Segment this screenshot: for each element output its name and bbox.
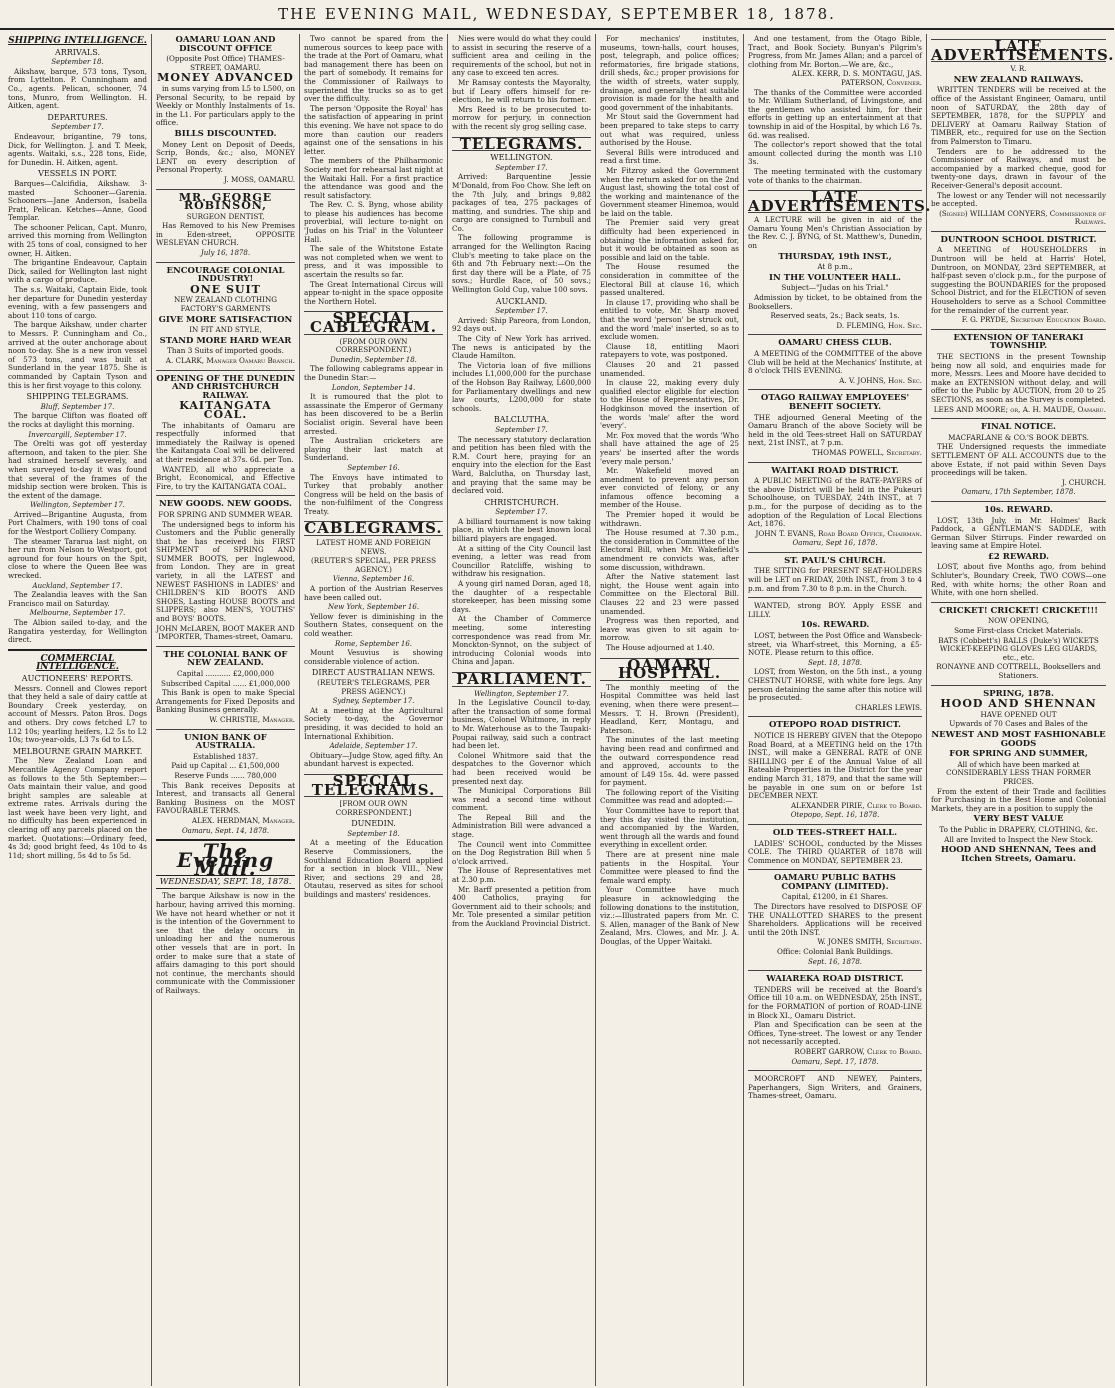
colonial-bank-title: THE COLONIAL BANK OF NEW ZEALAND. <box>163 649 288 669</box>
hospital-text: The collector's report showed that the total amount collected during the month was L10 3s. <box>748 140 922 167</box>
union-signature: ALEX. HERDMAN, Manager. <box>191 815 295 825</box>
balclutha-heading: BALCLUTHA. <box>493 415 550 425</box>
new-goods-text: The undersigned begs to inform his Customers and the Public generally that he has received his FIRST SHIPMENT of SPRING AND SUMMER BOOTS, per Inglewood, from London. They are in great variety, in all the LATEST and NEWEST FASHIONS in LADIES' and CHILDREN'S KID BOOTS AND SHOES, Lasting HOUSE BOOTS and SLIPPERS; also MEN'S, YOUTHS' and BOYS' BOOTS. <box>156 519 295 624</box>
paper-dateline: WEDNESDAY, SEPT. 18, 1878. <box>156 875 295 890</box>
lecture-signature: D. FLEMING, Hon. Sec. <box>836 320 922 330</box>
dateline: September 17. <box>495 163 548 172</box>
lecture-text: A LECTURE will be given in aid of the Oamaru Young Men's Christian Association by the Rev. C. J. BYNG, of St. Matthew's, Dunedin, on <box>748 215 922 251</box>
divider <box>931 685 1106 686</box>
final-notice-signature: J. CHURCH. <box>1061 477 1106 487</box>
parliament-text: The Municipal Corporations Bill was read a second time without comment. <box>452 786 591 813</box>
auctioneers-text: Messrs. Connell and Clowes report that they held a sale of dairy cattle at Boundary Creek yesterday, on account of Messrs. Paton Bros. Dogs and others. Dry cows fetched L7 to L12 10s; yearling heifers, L2 5s to L2 10s; two-year-olds, L3 7s 6d to L5. <box>8 683 147 745</box>
dateline: September 16. <box>347 463 400 472</box>
dateline: Rome, September 16. <box>334 639 413 648</box>
lecture-day: THURSDAY, 19th INST., <box>778 251 892 262</box>
suit-line: ONE SUIT <box>190 282 261 296</box>
divider <box>156 646 295 647</box>
parliament-text: In clause 22, making every duly qualified elector eligible for election to the House of Representatives, Dr. Hodgkinson moved the insertion of the words 'male' after the word 'every'. <box>600 378 739 431</box>
baths-title: OAMARU PUBLIC BATHS COMPANY (LIMITED). <box>774 873 896 892</box>
school-text: LADIES' SCHOOL, conducted by the Misses COLE. The THIRD QUARTER of 1878 will Commence on MONDAY, SEPTEMBER 23. <box>748 838 922 865</box>
nz-railways-text: WRITTEN TENDERS will be received at the office of the Assistant Engineer, Oamaru, until noon of SATURDAY, the 28th day of SEPTEMBER, 1878, for the SUPPLY and DELIVERY at Oamaru Railway Station of TIMBER, etc., required for use on the Section from Palmerston to Timaru. <box>931 85 1106 146</box>
chess-text: A MEETING of the COMMITTEE of the above Club will be held at the Mechanics' Institute, at 8 o'clock THIS EVENING. <box>748 349 922 376</box>
union-text: This Bank receives Deposits at Interest, and transacts all General Banking Business on the MOST FAVOURABLE TERMS. <box>156 780 295 816</box>
encourage-heading: ENCOURAGE COLONIAL INDUSTRY! <box>166 265 285 285</box>
lecture-hall: IN THE VOLUNTEER HALL. <box>769 272 901 283</box>
parliament-text: Several Bills were introduced and read a first time. <box>600 147 739 166</box>
waitaki-title: WAITAKI ROAD DISTRICT. <box>771 465 899 476</box>
hospital-text: The following report of the Visiting Committee was read and adopted:— <box>600 787 739 806</box>
telegram-text: The Zealandia leaves with the San Francisco mail on Saturday. <box>8 590 147 608</box>
shipping-paragraph: The s.s. Waitaki, Captain Eide, took her departure for Dunedin yesterday evening, with a few passengers and about 110 tons of cargo. <box>8 285 147 320</box>
dateline: Auckland, September 17. <box>32 581 123 590</box>
suit-line: NEW ZEALAND CLOTHING FACTORY'S GARMENTS <box>173 295 278 314</box>
hospital-text: The meeting terminated with the customary vote of thanks to the chairman. <box>748 166 922 185</box>
parliament-text: The Council went into Committee on the Dog Registration Bill when 5 o'clock arrived. <box>452 839 591 866</box>
lost-signature: CHARLES LEWIS. <box>855 702 922 712</box>
parliament-text: Clause 18, entitling Maori ratepayers to vote, was postponed. <box>600 341 739 360</box>
divider <box>748 716 922 717</box>
telegram-text: The following programme is arranged for the Wellington Racing Club's meeting to take place on the 6th and 7th February next:—On the first day there will be a Plate, of 75 sovs.; Hurdle Race, of 50 sovs.; Wellington Gold Cup, value 100 sovs. <box>452 233 591 295</box>
nz-railways-title: NEW ZEALAND RAILWAYS. <box>953 74 1084 85</box>
cablegrams-heading: CABLEGRAMS. <box>304 519 443 538</box>
hood-line: To the Public in DRAPERY, CLOTHING, &c. <box>939 824 1098 834</box>
wanted-text: WANTED, strong BOY. Apply ESSE and LILLY. <box>748 601 922 619</box>
divider <box>748 869 922 870</box>
parliament-text: Mr. Barff presented a petition from 400 Catholics, praying for Government aid to their schools; and Mr. Tole presented a similar petition from the Auckland Provincial District. <box>452 884 591 928</box>
new-goods-heading: NEW GOODS. NEW GOODS. <box>159 499 292 510</box>
cable-text: Mount Vesuvius is showing considerable violence of action. <box>304 648 443 666</box>
coal-wanted: WANTED, all who appreciate a Bright, Economical, and Effective Fire, to try the KAITANGATA COAL. <box>156 464 295 491</box>
loan-text: in sums varying from L5 to L500, on Personal Security, to be repaid by Weekly or Monthly Instalments of 1s. in the L1. For particulars apply to the office. <box>156 83 295 128</box>
news-paragraph: The members of the Philharmonic Society met for rehearsal last night at the Waitaki Hall. For a first practice the attendance was good and the result satisfactory. <box>304 156 443 200</box>
divider <box>931 501 1106 502</box>
final-notice-sub: MACFARLANE & CO.'S BOOK DEBTS. <box>948 432 1089 442</box>
lost-date: Sept. 18, 1878. <box>807 658 863 667</box>
bills-text: Money Lent on Deposit of Deeds, Scrip, Bonds, &c.; also, MONEY LENT on every description of Personal Property. <box>156 139 295 175</box>
telegram-text: The steamer Tararua last night, on her run from Nelson to Westport, got aground for four hours on the Spit, close to where the Queen Bee was wrecked. <box>8 536 147 581</box>
lecture-price: Reserved seats, 2s.; Back seats, 1s. <box>770 311 900 321</box>
parliament-text: Progress was then reported, and leave was given to sit again to-morrow. <box>600 616 739 643</box>
railway-opening-title: OPENING OF THE DUNEDIN AND CHRISTCHURCH RAILWAY. <box>156 373 295 401</box>
parliament-text: The Premier hoped it would be withdrawn. <box>600 510 739 528</box>
suit-line: STAND MORE HARD WEAR <box>159 335 292 346</box>
telegram-text: The necessary statutory declaration and petition has been filed with the R.M. Court here, praying for an enquiry into the election for the East Ward, Balclutha, on Thursday last, and praying that the same may be declared void. <box>452 434 591 496</box>
news-paragraph: The Rev. C. S. Byng, whose ability to please his audiences has become proverbial, will lecture to-night on 'Judas on his Trial' in the Volunteer Hall. <box>304 200 443 244</box>
dateline: Sydney, September 17. <box>332 697 415 706</box>
special-cablegram-heading: SPECIAL CABLEGRAM. <box>304 311 443 334</box>
dateline: Invercargill, September 17. <box>28 430 127 439</box>
bills-discounted: BILLS DISCOUNTED. <box>174 128 277 139</box>
parliament-text: Colonel Whitmore said that the despatches to the Governor which had been received would be presented next day. <box>452 750 591 786</box>
dateline: Wellington, September 17. <box>30 501 125 510</box>
telegram-text: The Albion sailed to-day, and the Rangatira yesterday, for Wellington direct. <box>8 618 147 645</box>
waiareka-date: Oamaru, Sept. 17, 1878. <box>791 1057 879 1066</box>
divider <box>748 462 922 463</box>
direct-text: At a meeting at the Agricultural Society to-day, the Governor presiding, it was decided to hold an International Exhibition. <box>304 705 443 741</box>
divider <box>748 334 922 335</box>
parliament-text: The Premier said very great difficulty had been experienced in obtaining the information asked for, but it would be obtained as soon as possible and laid on the table. <box>600 218 739 262</box>
baths-capital: Capital, £1200, in £1 Shares. <box>781 892 889 902</box>
hospital-text: The thanks of the Committee were accorded to Mr. William Sutherland, of Livingstone, and the gentlemen who assisted him, for their efforts in getting up an entertainment at that township in aid of the Hospital, by which L6 7s. 6d. was realised. <box>748 87 922 140</box>
telegram-text: At a sitting of the City Council last evening, a letter was read from Councillor Ratcliffe, wishing to withdraw his resignation. <box>452 543 591 579</box>
news-paragraph: The Great International Circus will appear to-night in the space opposite the Northern Hotel. <box>304 279 443 306</box>
divider <box>748 389 922 390</box>
lost-text: LOST, between the Post Office and Wansbeck-street, via Wharf-street, this Morning, a £5-NOTE. Please return to this office. <box>748 631 922 658</box>
cable-from: (FROM OUR OWN CORRESPONDENT.) <box>335 336 412 355</box>
dateline: September 17. <box>495 307 548 316</box>
vessels-heading: VESSELS IN PORT. <box>38 169 117 179</box>
telegram-text: Arrived: Ship Pareora, from London, 92 days out. <box>452 315 591 334</box>
hood-text: From the extent of their Trade and facilities for Purchasing in the Best Home and Colonial Markets, they are in a position to supply the <box>931 786 1106 813</box>
final-notice-text: THE Undersigned requests the immediate SETTLEMENT OF ALL ACCOUNTS due to the above Estate, if not paid within Seven Days proceedings will be taken. <box>931 442 1106 478</box>
divider <box>931 231 1106 232</box>
news-paragraph: Mr Ramsay contests the Mayoralty, but if Leary offers himself for re-election, he will return to his former. <box>452 77 591 105</box>
divider <box>931 418 1106 419</box>
shipping-paragraph: The schooner Pelican, Capt. Munro, arrived this morning from Wellington with 25 tons of coal, consigned to her owner, H. Aitken. <box>8 222 147 258</box>
auctioneers-heading: AUCTIONEERS' REPORTS. <box>21 673 134 683</box>
taneraki-title: EXTENSION OF TANERAKI TOWNSHIP. <box>953 332 1084 352</box>
christchurch-heading: CHRISTCHURCH. <box>484 497 559 507</box>
otepopo-title: OTEPOPO ROAD DISTRICT. <box>769 720 901 731</box>
baths-signature: W. JONES SMITH, Secretary. <box>817 937 922 947</box>
chess-title: OAMARU CHESS CLUB. <box>778 338 892 349</box>
column-6 <box>744 34 932 1386</box>
cables-sub: LATEST HOME AND FOREIGN NEWS. <box>316 538 431 556</box>
cricket-line: NOW OPENING, <box>987 616 1050 626</box>
divider <box>748 1070 922 1071</box>
hood-line: All are Invited to Inspect the New Stock. <box>944 834 1093 844</box>
paper-title: The Evening Mail. <box>176 839 275 881</box>
dateline: September 17. <box>495 508 548 517</box>
arrivals-heading: ARRIVALS. <box>54 47 101 57</box>
waiareka-text: TENDERS will be received at the Board's Office till 10 a.m. on WEDNESDAY, 25th INST., for the FORMATION of portion of ROAD-LINE in Block XI., Oamaru District. <box>748 984 922 1020</box>
telegram-text: A billiard tournament is now taking place, in which the best known local billiard players are engaged. <box>452 516 591 544</box>
dateline: Vienna, September 16. <box>332 575 415 584</box>
departures-date: September 17. <box>51 123 104 132</box>
vr-mark: V. R. <box>1010 64 1027 74</box>
dentist-role: SURGEON DENTIST, <box>186 211 265 221</box>
column-4 <box>448 34 596 1386</box>
hood-title: HOOD AND SHENNAN <box>940 697 1097 711</box>
hood-line: Upwards of 70 Cases and Bales of the <box>949 719 1088 729</box>
nz-railways-text: The lowest or any Tender will not necessarily be accepted. <box>931 190 1106 209</box>
reward-heading: 10s. REWARD. <box>984 504 1053 515</box>
lecture-text: Admission by ticket, to be obtained from the Booksellers. <box>748 293 922 311</box>
telegram-text: The Orelti was got off yesterday afternoon, and taken to the pier. She had strained herself severely, and when surveyed to-day it was found that several of the frames of the midship section were broken. This is the extent of the damage. <box>8 439 147 500</box>
hospital-text: Your Committee have to report that they this day visited the institution, and accompanied by the Warden, went through all the wards and found everything in excellent order. <box>600 806 739 850</box>
reward-heading: 10s. REWARD. <box>800 620 870 631</box>
dateline: Bluff, September 17. <box>40 402 115 411</box>
wellington-heading: WELLINGTON. <box>490 153 553 163</box>
chess-signature: A. V. JOHNS, Hon. Sec. <box>839 375 922 385</box>
spring-wear: FOR SPRING AND SUMMER WEAR. <box>158 509 293 519</box>
bank-text: This Bank is open to make Special Arrangements for Fixed Deposits and Banking Business generally. <box>156 688 295 715</box>
loan-signature: J. MOSS, OAMARU. <box>224 174 295 184</box>
hood-line: FOR SPRING AND SUMMER, <box>949 749 1088 760</box>
otepopo-date: Otepopo, Sept. 16, 1878. <box>790 811 880 820</box>
parliament-text: After the Native statement last night, the House went again into Committee on the Electoral Bill. Clauses 22 and 23 were passed unamended. <box>600 572 739 616</box>
church-text: THE SITTING for PRESENT SEAT-HOLDERS will be LET on FRIDAY, 20th INST., from 3 to 4 p.m. and from 7.30 to 8 p.m. in the Church. <box>748 566 922 593</box>
parliament-text: The House of Representatives met at 2.30 p.m. <box>452 866 591 885</box>
hospital-text: There are at present nine male patients in the Hospital. Your Committee were pleased to find the female ward empty. <box>600 850 739 885</box>
cables-from: (REUTER'S SPECIAL, PER PRESS AGENCY.) <box>310 556 437 574</box>
divider <box>931 602 1106 603</box>
column-3 <box>300 34 448 1386</box>
dateline: Adelaide, September 17. <box>329 742 418 751</box>
cricket-items: BATS (Cobbett's) BALLS (Duke's) WICKETS WICKET-KEEPING GLOVES LEG GUARDS, etc., etc. <box>938 635 1099 662</box>
baths-text: The Directors have resolved to DISPOSE OF THE UNALLOTTED SHARES to the present Shareholders. Applications will be received until the 20th INST. <box>748 902 922 937</box>
direct-from: (REUTER'S TELEGRAMS, PER PRESS AGENCY.) <box>317 677 430 696</box>
hood-signature: HOOD AND SHENNAN, Tees and Itchen Streets, Oamaru. <box>940 845 1097 864</box>
loan-office-title: OAMARU LOAN AND DISCOUNT OFFICE <box>175 35 276 54</box>
hood-line: All of which have been marked at CONSIDERABLY LESS THAN FORMER PRICES. <box>946 759 1091 786</box>
leader-text: The barque Aikshaw is now in the harbour, having arrived this morning. We have not heard whether or not it is the intention of the Government to see that the delay occurs in unloading her and the numerous other vessels that are in port. In order to make sure that a state of affairs damaging to this port should not continue, the merchants should communicate with the Commissioner of Railways. <box>156 891 295 995</box>
divider <box>748 552 922 553</box>
direct-news-heading: DIRECT AUSTRALIAN NEWS. <box>311 668 436 678</box>
cable-text: The Australian cricketers are playing their last match at Sunderland. <box>304 436 443 463</box>
masthead-title: THE EVENING MAIL, WEDNESDAY, SEPTEMBER 18, 1878. <box>278 5 836 23</box>
reward-heading: £2 REWARD. <box>987 551 1050 562</box>
shipping-paragraph: The brigantine Endeavour, Captain Dick, sailed for Wellington last night with a cargo of produce. <box>8 258 147 285</box>
hood-line: VERY BEST VALUE <box>973 814 1064 825</box>
dentist-date: July 16, 1878. <box>200 249 251 258</box>
dateline: Wellington, September 17. <box>474 689 569 698</box>
cable-text: A portion of the Austrian Reserves have been called out. <box>304 584 443 602</box>
telegram-text: The Victoria loan of five millions includes L1,000,000 for the purchase of the Hobson Bay Railway, L600,000 for Parliamentary dwellings and new law courts, L200,000 for state schools. <box>452 360 591 413</box>
shipping-heading: SHIPPING INTELLIGENCE. <box>8 36 147 46</box>
parliament-text: Mr. Wakefield moved an amendment to prevent any person ever convicted of felony, or any infamous offence becoming a member of the House. <box>600 466 739 510</box>
telegram-text: At the Chamber of Commerce meeting, some interesting correspondence was read from Mr. Monckton-Synnot, on the subject of introducing Colonial woods into China and Japan. <box>452 614 591 667</box>
lost-text: LOST, from Weston, on the 5th inst., a young CHESTNUT HORSE, with white fore legs. Any person detaining the same after this notice will be prosecuted. <box>748 667 922 703</box>
divider <box>748 597 922 598</box>
waiareka-title: WAIAREKA ROAD DISTRICT. <box>766 974 904 985</box>
dateline: Dunedin, September 18. <box>330 355 417 364</box>
divider <box>156 495 295 496</box>
railway-society-signature: THOMAS POWELL, Secretary. <box>812 447 922 457</box>
parliament-text: The Repeal Bill and the Administration Bill were advanced a stage. <box>452 812 591 840</box>
cable-text: Yellow fever is diminishing in the Southern States, consequent on the cold weather. <box>304 611 443 638</box>
telegrams-heading: TELEGRAMS. <box>452 137 591 152</box>
news-paragraph: Mrs Reed is to be prosecuted to-morrow for perjury, in connection with the recent sly grog selling case. <box>452 104 591 131</box>
union-bank-title: UNION BANK OF AUSTRALIA. <box>184 732 267 752</box>
cable-text: The Envoys have intimated to Turkey that probably another Congress will be held on the basis of the non-fulfilment of the Congress Treaty. <box>304 472 443 516</box>
news-paragraph: Two cannot be spared from the numerous sources to keep pace with the trade at the Port of Oamaru, what bad management there has been on the part of somebody. It remains for the Commissioner of Railways to superintend the trucks so as to get over the difficulty. <box>304 34 443 104</box>
union-date: Oamaru, Sept. 14, 1878. <box>181 826 270 835</box>
special-from: [FROM OUR OWN CORRESPONDENT.] <box>335 799 412 817</box>
hood-season: SPRING, 1878. <box>983 688 1054 699</box>
coal-text: The inhabitants of Oamaru are respectfully informed that immediately the Railway is opened the Kaitangata Coal will be delivered at their residence at 37s. 6d. per Ton. <box>156 420 295 464</box>
dateline: September 18. <box>347 829 400 838</box>
divider <box>156 189 295 190</box>
special-place: DUNEDIN. <box>351 819 396 829</box>
dentist-text: Has Removed to his New Premises in Eden-street, OPPOSITE WESLEYAN CHURCH. <box>156 221 295 248</box>
divider <box>156 370 295 371</box>
moorcroft-text: MOORCROFT AND NEWEY, Painters, Paperhangers, Sign Writers, and Grainers, Thames-street, Oamaru. <box>748 1074 922 1101</box>
suit-line: GIVE MORE SATISFACTION <box>158 314 293 325</box>
divider <box>748 970 922 971</box>
cable-text: The following cablegrams appear in the Dunedin Star:— <box>304 364 443 382</box>
hospital-heading: OAMARU HOSPITAL. <box>600 658 739 681</box>
suit-line: Than 3 Suits of imported goods. <box>167 346 284 356</box>
otepopo-text: NOTICE IS HEREBY GIVEN that the Otepopo Road Board, at a MEETING held on the 17th INST., will make a GENERAL RATE of ONE SHILLING per £ of the Annual Value of all Rateable Properties in the District for the year ending March 31, 1879, and that the same will be payable in one sum on or before 1st DECEMBER NEXT. <box>748 730 922 801</box>
hospital-text: The minutes of the last meeting having been read and confirmed and the outward correspondence read and approved, accounts to the amount of L49 15s. 4d. were passed for payment. <box>600 735 739 788</box>
parliament-text: Mr Fitzroy asked the Government when the return asked for on the 2nd August last, showing the total cost of the working and maintenance of the Government steamer Hinemoa, would be laid on the table. <box>600 165 739 218</box>
late-ads-heading: LATE ADVERTISEMENTS. <box>931 37 1115 64</box>
union-paid: Paid up Capital ... £1,500,000 <box>171 761 280 771</box>
news-paragraph: Nies were would do what they could to assist in securing the reserve of a sufficient area and ceiling in the requirements of the school, but not in any case to exceed ten acres. <box>452 34 591 78</box>
cricket-title: CRICKET! CRICKET! CRICKET!!! <box>939 605 1098 616</box>
coal-heading: KAITANGATA COAL. <box>179 399 272 421</box>
newspaper-columns <box>0 30 1114 1386</box>
shipping-paragraph: The barque Aikshaw, under charter to Messrs. P. Cunningham and Co., arrived at the outer anchorage about noon to-day. She is a new iron vessel of 573 tons, and was built at Sunderland in the year 1875. She is commanded by Captain Tyson and this is her first voyage to this colony. <box>8 320 147 390</box>
direct-text: Obituary—Judge Stow, aged fifty. An abundant harvest is expected. <box>304 750 443 769</box>
column-5 <box>596 34 744 1386</box>
divider <box>156 262 295 263</box>
nz-railways-signature: (Signed) WILLIAM CONYERS, Commissioner of Railways. <box>939 208 1106 227</box>
arrivals-date: September 18. <box>51 58 104 67</box>
telegram-text: Arrived—Brigantine Augusta, from Port Chalmers, with 190 tons of coal for the Westport Colliery Company. <box>8 509 147 537</box>
church-title: ST. PAUL'S CHURCH. <box>784 555 886 566</box>
bank-subscribed: Subscribed Capital ...... £1,000,000 <box>161 678 290 688</box>
hospital-text: And one testament, from the Otago Bible, Tract, and Book Society. Bunyan's Pilgrim's Progress, from Mr. James Allan; and a parcel of clothing from Mr. Borton.—We are, &c., <box>748 34 922 69</box>
bank-capital: Capital ........... £2,000,000 <box>176 669 274 678</box>
duntroon-title: DUNTROON SCHOOL DISTRICT. <box>940 234 1097 245</box>
reward-text: LOST, about five Months ago, from behind Schluter's, Boundary Creek, TWO COWS—one Red, with white horns; the other Roan and White, with one horn shelled. <box>931 562 1106 598</box>
arrivals-text: Aikshaw, barque, 573 tons, Tyson, from Lyttelton. P. Cunningham and Co., agents. Pelican, schooner, 74 tons, Munro, from Wellington. H. Aitken, agent. <box>8 66 147 111</box>
column-2 <box>152 34 300 1386</box>
lecture-subject: Subject—"Judas on his Trial." <box>781 283 889 293</box>
waitaki-signature: JOHN T. EVANS, Road Board Office, Chairman. <box>755 528 922 538</box>
auckland-heading: AUCKLAND. <box>495 296 548 306</box>
departures-text: Endeavour, brigantine, 79 tons, Dick, for Wellington. J. and T. Meek, agents. Waitaki, s.s., 228 tons, Eide, for Dunedin. H. Aitken, agent. <box>8 131 147 167</box>
dateline: September 17. <box>495 425 548 434</box>
telegram-text: The City of New York has arrived. The news is anticipated by the Claude Hamilton. <box>452 334 591 361</box>
hospital-text: Your Committee have much pleasure in acknowledging the following donations to the institution, viz.:—Illustrated papers from Mr. C. S. Allen, manager of the Bank of New Zealand, Mrs. Clowes, and Mr. J. A. Douglas, of the Upper Waitaki. <box>600 885 739 946</box>
divider <box>931 329 1106 330</box>
telegram-text: The barque Clifton was floated off the rocks at daylight this morning. <box>8 411 147 429</box>
suit-signature: A. CLARK, Manager Oamaru Branch. <box>165 356 295 365</box>
hood-line: HAVE OPENED OUT <box>980 709 1057 719</box>
masthead <box>0 0 1114 30</box>
reward-text: LOST, 13th July, in Mr. Holmes' Back Paddock, a GENTLEMAN'S SADDLE, with German Silver Stirrups. Finder rewarded on leaving same at Empire Hotel. <box>931 515 1106 551</box>
hood-line: NEWEST AND MOST FASHIONABLE GOODS <box>931 729 1106 749</box>
news-paragraph: The sale of the Whitstone Estate was not completed when we went to press, and it was impossible to ascertain the results so far. <box>304 244 443 280</box>
baths-office: Office: Colonial Bank Buildings. <box>777 947 893 957</box>
parliament-text: In clause 17, providing who shall be entitled to vote, Mr. Sharp moved that the word 'person' be struck out, and the word 'male' inserted, so as to exclude women. <box>600 297 739 342</box>
divider <box>156 729 295 730</box>
railway-society-text: THE adjourned General Meeting of the Oamaru Branch of the above Society will be held in the old Tees-street Hall on SATURDAY next, 21st INST., at 7 p.m. <box>748 412 922 448</box>
dentist-name: MR. GEORGE ROBINSON, <box>178 190 273 213</box>
melbourne-grain-text: The New Zealand Loan and Mercantile Agency Company report as follows to the 5th September:— Oats maintain their value, and good bright samples are saleable at extreme rates. Arrivals during the last week have been very light, and no difficulty has been experienced in clearing off any parcels placed on the market. Quotations:—Ordinary feed, 4s 3d; good bright feed, 4s 10d to 4s 11d; short milling, 5s 4d to 5s 5d. <box>8 756 147 860</box>
taneraki-signature: LEES AND MOORE; or, A. H. MAUDE, Oamaru. <box>933 404 1106 414</box>
waiareka-signature: ROBERT GARROW, Clerk to Board. <box>794 1046 922 1056</box>
loan-office-sub: (Opposite Post Office) THAMES-STREET, OAMARU. <box>166 54 285 72</box>
waiareka-text: Plan and Specification can be seen at the Offices, Tyne-street. The lowest or any Tender not necessarily accepted. <box>748 1020 922 1047</box>
column-1 <box>4 34 152 1386</box>
news-paragraph: The person 'Opposite the Royal' has the satisfaction of appearing in print this evening. We have not space to do more than caution our readers against one of the sensations in his letter. <box>304 103 443 156</box>
final-notice-title: FINAL NOTICE. <box>981 422 1056 433</box>
dateline: London, September 14. <box>331 383 416 392</box>
suit-line: IN FIT AND STYLE, <box>189 325 262 335</box>
cable-text: It is rumoured that the plot to assassinate the Emperor of Germany has been discovered to be a Berlin Socialist origin. Several have been arrested. <box>304 392 443 436</box>
special-telegrams-heading: SPECIAL TELEGRAMS. <box>304 774 443 797</box>
divider <box>8 649 147 651</box>
telegram-text: Arrived: Barquentine Jessie M'Donald, from Foo Chow. She left on the 7th July, and brings 9,882 packages of tea, 275 packages of matting, and sundries. The ship and cargo are consigned to Turnbull and Co. <box>452 172 591 233</box>
parliament-text: For mechanics' institutes, museums, town-halls, court houses, post, telegraph, and police offices; reformatories, fire brigade stations, drill sheds, &c.; proper provisions for the width of streets, water supply, drainage, and generally that suitable provision is made for the health and good government of the inhabitants. <box>600 34 739 112</box>
union-est: Established 1837. <box>192 751 259 761</box>
lecture-time: At 8 p.m., <box>817 262 853 272</box>
parliament-text: Clauses 20 and 21 passed unamended. <box>600 359 739 378</box>
duntroon-signature: F. G. PRYDE, Secretary Education Board. <box>961 315 1106 325</box>
vessels-text: Barques—Calcifidia, Aikshaw. 3-masted Schooner—Garenia. Schooners—Jane Anderson, Isabella Pratt, Pelican. Ketches—Anne, Good Templar. <box>8 178 147 223</box>
shipping-telegrams-heading: SHIPPING TELEGRAMS. <box>26 392 129 402</box>
melbourne-grain-heading: MELBOURNE GRAIN MARKET. <box>12 746 143 756</box>
hospital-signature: ALEX. KERR, D. S. MONTAGU, JAS. PATERSON, Convener. <box>791 69 922 87</box>
otepopo-signature: ALEXANDER PIRIE, Clerk to Board. <box>790 800 922 810</box>
dateline: Melbourne, September 17. <box>29 609 126 618</box>
telegram-text: A young girl named Doran, aged 18, the daughter of a respectable storekeeper, has been missing some days. <box>452 579 591 614</box>
special-text: At a meeting of the Education Reserve Commissioners, the Southland Education Board applied for a section in block VIII., New River, and sections 29 and 28, Otautau, reserved as sites for school buildings and masters' residences. <box>304 838 443 900</box>
parliament-text: The House resumed at 7.30 p.m., the consideration in Committee of the Electoral Bill, when Mr. Wakefield's amendment re convicts was, after some discussion, withdrawn. <box>600 528 739 572</box>
nz-railways-text: Tenders are to be addressed to the Commissioner of Railways, and must be accompanied by a marked cheque, good for twenty-one days, drawn in favour of the Receiver-General's deposit account. <box>931 146 1106 190</box>
column-7 <box>927 34 1115 1386</box>
taneraki-text: THE SECTIONS in the present Township being now all sold, and enquiries made for more, Messrs. Lees and Moore have decided to make an EXTENSION without delay, and will offer to the Public by AUCTION, from 20 to 25 SECTIONS, as soon as the Survey is completed. <box>931 352 1106 404</box>
railway-society-title: OTAGO RAILWAY EMPLOYEES' BENEFIT SOCIETY. <box>760 393 910 412</box>
union-reserve: Reserve Funds ...... 780,000 <box>174 770 277 780</box>
parliament-heading: PARLIAMENT. <box>452 672 591 687</box>
departures-heading: DEPARTURES. <box>47 112 108 122</box>
school-title: OLD TEES-STREET HALL. <box>772 827 898 838</box>
parliament-text: Mr Stout said the Government had been prepared to take steps to carry out what was required, unless authorised by the House. <box>600 112 739 148</box>
late-ads-heading: LATE ADVERTISEMENTS. <box>748 188 932 215</box>
new-goods-signature: JOHN McLAREN, BOOT MAKER AND IMPORTER, Thames-street, Oamaru. <box>156 623 295 642</box>
cricket-line: Some First-class Cricket Materials. <box>954 626 1083 636</box>
final-notice-date: Oamaru, 17th September, 1878. <box>961 488 1076 497</box>
commercial-heading: COMMERCIAL INTELLIGENCE. <box>36 653 119 673</box>
dateline: New York, September 16. <box>327 603 420 612</box>
waitaki-text: A PUBLIC MEETING of the RATE-PAYERS of the above District will be held in the Pukeuri Schoolhouse, on TUESDAY, 24th INST., at 7 p.m., for the purpose of deciding as to the adoption of the Regulation of Local Elections Act, 1876. <box>748 476 922 529</box>
money-advanced: MONEY ADVANCED <box>157 71 294 85</box>
cricket-signature: RONAYNE AND COTTRELL, Booksellers and Stationers. <box>936 662 1101 680</box>
parliament-text: In the Legislative Council to-day, after the transaction of some formal business, Colonel Whitmore, in reply to Mr. Waterhouse as to the Taupaki-Poupai railway, said such a contract had been let. <box>452 698 591 751</box>
hospital-text: The monthly meeting of the Hospital Committee was held last evening, when there were present—Messrs. T. H. Brown (President), Headland, Kerr, Montagu, and Paterson. <box>600 682 739 735</box>
parliament-text: The House resumed the consideration in committee of the Electoral Bill at clause 16, which passed unaltered. <box>600 262 739 298</box>
parliament-text: The House adjourned at 1.40. <box>606 642 715 652</box>
duntroon-text: A MEETING of HOUSEHOLDERS in Duntroon will be held at Harris' Hotel, Duntroon, on MONDAY, 23rd SEPTEMBER, at half-past seven o'clock p.m., for the purpose of suggesting the BOUNDARIES for the proposed School District, and for the ELECTION of seven Householders to serve as a School Committee for the remainder of the current year. <box>931 245 1106 315</box>
parliament-text: Mr. Fox moved that the words 'Who shall have attained the age of 25 years' be inserted after the words 'every male person.' <box>600 430 739 466</box>
bank-signature: W. CHRISTIE, Manager. <box>209 714 295 724</box>
waitaki-date: Oamaru, Sept 16, 1878. <box>792 539 878 548</box>
baths-date: Sept. 16, 1878. <box>807 957 863 966</box>
divider <box>748 824 922 825</box>
